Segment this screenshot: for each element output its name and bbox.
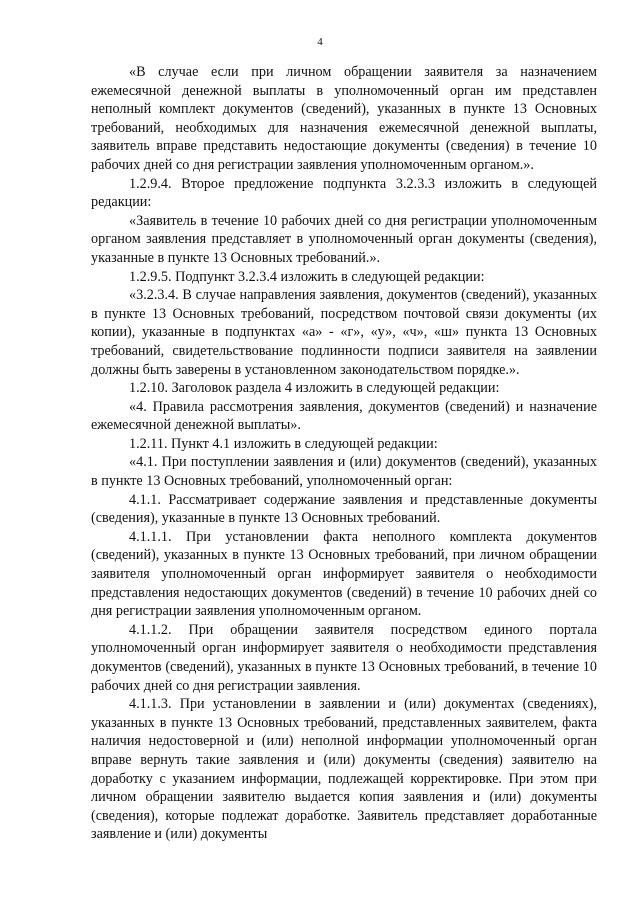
paragraph: «3.2.3.4. В случае направления заявления, документов (сведений), указанных в пункте 13 Основных требований, посредством почтовой связи документы (их копии), указанные в подпунктах «а» - «г», «у», «ч», «ш» пункта 13 Основных требований, свидетельствование подлинности подписи заявителя на заявлении должны быть заверены в установленном законодательством порядке.». bbox=[91, 287, 597, 378]
paragraph: 1.2.11. Пункт 4.1 изложить в следующей редакции: bbox=[129, 435, 438, 452]
paragraph: «В случае если при личном обращении заявителя за назначением ежемесячной денежной выплаты в уполномоченный орган им представлен неполный комплект документов (сведений), указанных в пункте 13 Основных требований, необходимых для назначения ежемесячной денежной выплаты, заявитель вправе представить недостающие документы (сведения) в течение 10 рабочих дней со дня регистрации заявления уполномоченным органом.». bbox=[91, 64, 597, 173]
paragraph: 1.2.9.5. Подпункт 3.2.3.4 изложить в следующей редакции: bbox=[129, 268, 485, 285]
paragraph: 1.2.10. Заголовок раздела 4 изложить в следующей редакции: bbox=[129, 380, 500, 397]
paragraph: 4.1.1. Рассматривает содержание заявления и представленные документы (сведения), указанные в пункте 13 Основных требований. bbox=[91, 491, 597, 527]
paragraph: «4.1. При поступлении заявления и (или) документов (сведений), указанных в пункте 13 Основных требований, уполномоченный орган: bbox=[91, 454, 597, 490]
paragraph: «Заявитель в течение 10 рабочих дней со дня регистрации уполномоченным органом заявления представляет в уполномоченный орган документы (сведения), указанные в пункте 13 Основных требований.». bbox=[91, 212, 597, 266]
paragraph: «4. Правила рассмотрения заявления, документов (сведений) и назначение ежемесячной денежной выплаты». bbox=[91, 398, 597, 434]
document-body bbox=[91, 63, 597, 844]
page-number: 4 bbox=[317, 36, 323, 48]
paragraph: 1.2.9.4. Второе предложение подпункта 3.2.3.3 изложить в следующей редакции: bbox=[91, 175, 597, 211]
paragraph: 4.1.1.3. При установлении в заявлении и (или) документах (сведениях), указанных в пункте 13 Основных требований, представленных заявителем, факта наличия недостоверной и (или) неполной информации уполномоченный орган вправе вернуть такие заявления и (или) документы (сведения) заявителю на доработку с указанием информации, подлежащей корректировке. При этом при личном обращении заявителю выдается копия заявления и (или) документы (сведения), которые подлежат доработке. Заявитель представляет доработанные заявление и (или) документы bbox=[91, 696, 597, 843]
paragraph: 4.1.1.2. При обращении заявителя посредством единого портала уполномоченный орган информирует заявителя о необходимости представления документов (сведений), указанных в пункте 13 Основных требований, в течение 10 рабочих дней со дня регистрации заявления. bbox=[91, 621, 597, 694]
paragraph: 4.1.1.1. При установлении факта неполного комплекта документов (сведений), указанных в пункте 13 Основных требований, при личном обращении заявителя уполномоченный орган информирует заявителя о необходимости представления недостающих документов (сведений) в течение 10 рабочих дней со дня регистрации заявления уполномоченным органом. bbox=[91, 528, 597, 620]
